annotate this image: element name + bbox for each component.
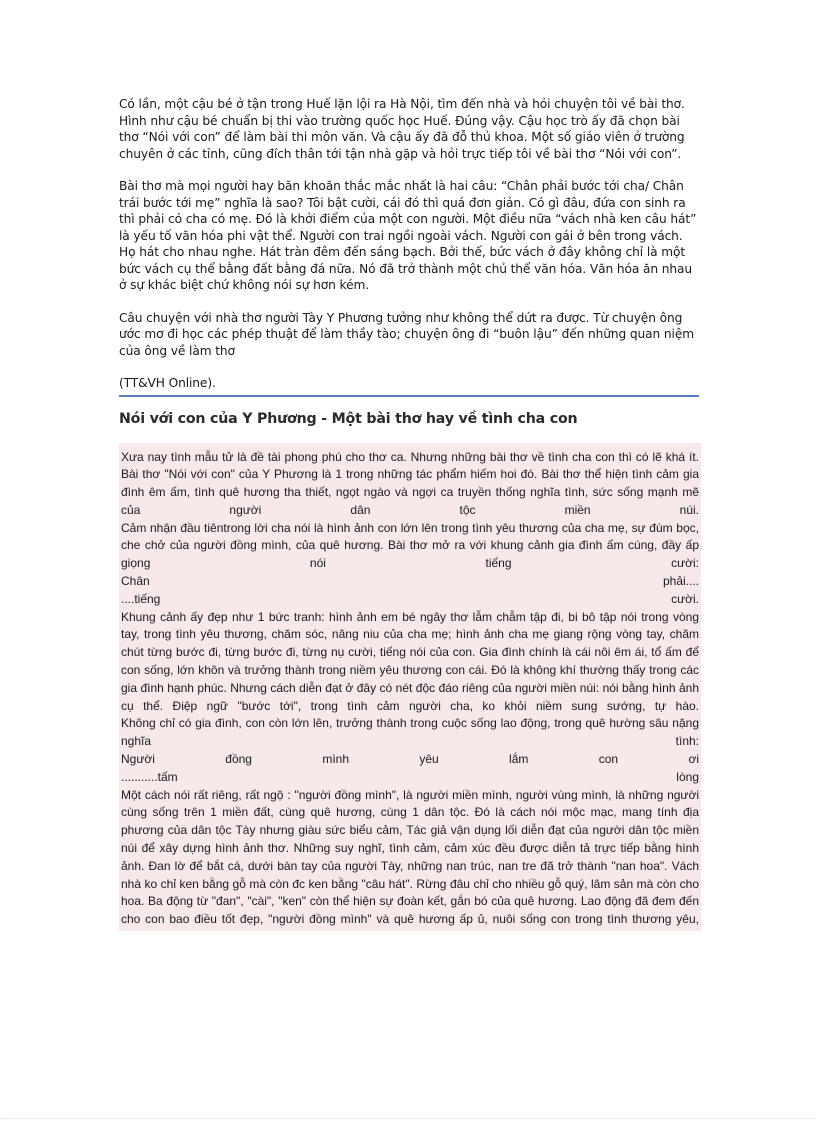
article-line: Một cách nói rất riêng, rất ngộ : "người đồng mình", là người miền mình, người vùng mình, là những người [121, 787, 699, 802]
article-line: con sống, lớn khôn và trưởng thành trong niềm yêu thương con cái. Đó là không khí thường thấy trong các [121, 663, 699, 678]
document-page [119, 96, 701, 931]
article-line: Không chỉ có gia đình, con còn lớn lên, trưởng thành trong cuộc sống lao động, trong quê hường sâu nặng [121, 716, 699, 731]
article-line: gia đình hạnh phúc. Nhưng cách diễn đạt ở đây có nét độc đáo riêng của người miền núi: nói bằng hình ảnh [121, 680, 699, 695]
section-divider [119, 395, 699, 397]
article-line: phương của dân tộc Tày nhưng giàu sức biểu cảm, Tác giả vận dụng lối diễn đạt của người dân tộc miền [121, 823, 699, 838]
article-line: chút từng bước đi, từng bước đi, từng nụ cười, tiếng nói của con. Gia đình chính là cái nôi êm ái, tổ ấm để [121, 645, 699, 660]
article-line: Cảm nhận đầu tiêntrong lời cha nói là hình ảnh con lớn lên trong tình yêu thương của cha mẹ, sự đùm bọc, [121, 520, 699, 535]
article-heading: Nói với con của Y Phương - Một bài thơ hay về tình cha con [119, 410, 578, 427]
article-line: của người dân tộc miền núi. [121, 502, 699, 517]
article-line: Người đồng mình yêu lắm con ơi [121, 752, 699, 767]
article-line: che chở của người đồng mình, của quê hương. Bài thơ mở ra với khung cảnh gia đình ấm cúng, đầy ấp [121, 538, 699, 553]
article-line: ...........tấm lòng [121, 769, 699, 784]
intro-paragraph: Bài thơ mà mọi người hay băn khoăn thắc mắc nhất là hai câu: “Chân phải bước tới cha/ Chân trái bước tới mẹ” nghĩa là sao? Tôi bật cười, cái đó thì quá đơn giản. Có gì đâu, đứa con sinh ra thì phải có cha có mẹ. Đó là khởi điểm của một con người. Một điều nữa “vách nhà ken câu hát” là yếu tố văn hóa phi vật thể. Người con trai ngồi ngoài vách. Người con gái ở bên trong vách. Họ hát cho nhau nghe. Hát tràn đêm đến sáng bạch. Bởi thế, bức vách ở đây không chỉ là một bức vách cụ thể bằng đất bằng đá nữa. Nó đã trở thành một chủ thể văn hóa. Văn hóa ăn nhau ở sự khác biệt chứ không nói sự hơn kém. [119, 179, 697, 292]
interview-excerpt [119, 96, 701, 392]
article-line: hoa. Ba động từ "đan", "cài", "ken" còn thể hiện sự đoàn kết, gắn bó của quê hương. Lao động đã đem đến [121, 894, 699, 909]
article-line: cho con bao điều tốt đẹp, "người đồng mình" và quê hương ấp ủ, nuôi sống con trong tình thương yêu, [121, 912, 699, 927]
intro-paragraph: Câu chuyện với nhà thơ người Tày Y Phương tưởng như không thể dứt ra được. Từ chuyện ông ước mơ đi học các phép thuật để làm thầy tào; chuyện ông đi “buôn lậu” đến những quan niệm của ông về làm thơ [119, 310, 695, 358]
article-line: đình êm ấm, tình quê hương tha thiết, ngọt ngào và ngợi ca truyền thống nghĩa tình, sức sống mạnh mẽ [121, 485, 699, 500]
article-line: ....tiếng cười. [121, 591, 699, 606]
article-line: núi để xây dựng hình ảnh thơ. Những suy nghĩ, tình cảm, cảm xúc đều được diễn tả trực tiếp bằng hình [121, 841, 699, 856]
article-line: Bài thơ "Nói với con" của Y Phương là 1 trong những tác phẩm hiếm hoi đó. Bài thơ thể hiện tình cảm gia [121, 467, 699, 482]
article-body [119, 443, 701, 932]
article-line: Khung cảnh ấy đẹp như 1 bức tranh: hình ảnh em bé ngây thơ lẫm chẫm tập đi, bi bô tập nói trong vòng [121, 609, 699, 624]
article-line: ảnh. Đan lờ để bắt cá, dưới bàn tay của người Tày, những nan trúc, nan tre đã trở thành "nan hoa". Vách [121, 858, 699, 873]
article-line: Chân phải.... [121, 574, 699, 589]
article-line: cùng sống trên 1 miền đất, cùng quê hương, cùng 1 dân tộc. Đó là cách nói mộc mạc, mang tính địa [121, 805, 699, 820]
page-bottom-border [0, 1118, 816, 1119]
article-line: tay, trong tình yêu thương, chăm sóc, nâng niu của cha mẹ; hình ảnh cha mẹ giang rộng vòng tay, chăm [121, 627, 699, 642]
article-line: cụ thể. Điệp ngữ "bước tới", trong tình cảm người cha, ko khỏi niềm sung sướng, tự hào. [121, 698, 699, 713]
intro-paragraph: Có lần, một cậu bé ở tận trong Huế lặn lội ra Hà Nội, tìm đến nhà và hỏi chuyện tôi về bài thơ. Hình như cậu bé chuẩn bị thi vào trường quốc học Huế. Đúng vậy. Cậu học trò ấy đã chọn bài thơ “Nói với con” để làm bài thi môn văn. Và cậu ấy đã đỗ thủ khoa. Một số giáo viên ở trường chuyên ở các tỉnh, cũng đích thân tới tận nhà gặp và hỏi trực tiếp tôi về bài thơ “Nói với con”. [119, 97, 685, 161]
article-line: nghĩa tình: [121, 734, 699, 749]
source-credit: (TT&VH Online). [119, 376, 216, 390]
article-line: giọng nói tiếng cười: [121, 556, 699, 571]
article-line: nhà ko chỉ ken bằng gỗ mà còn đc ken bằng "câu hát". Rừng đâu chỉ cho nhiều gỗ quý, lâm sản mà còn cho [121, 876, 699, 891]
article-line: Xưa nay tình mẫu tử là đề tài phong phú cho thơ ca. Nhưng những bài thơ về tình cha con thì có lẽ khá ít. [121, 449, 699, 464]
